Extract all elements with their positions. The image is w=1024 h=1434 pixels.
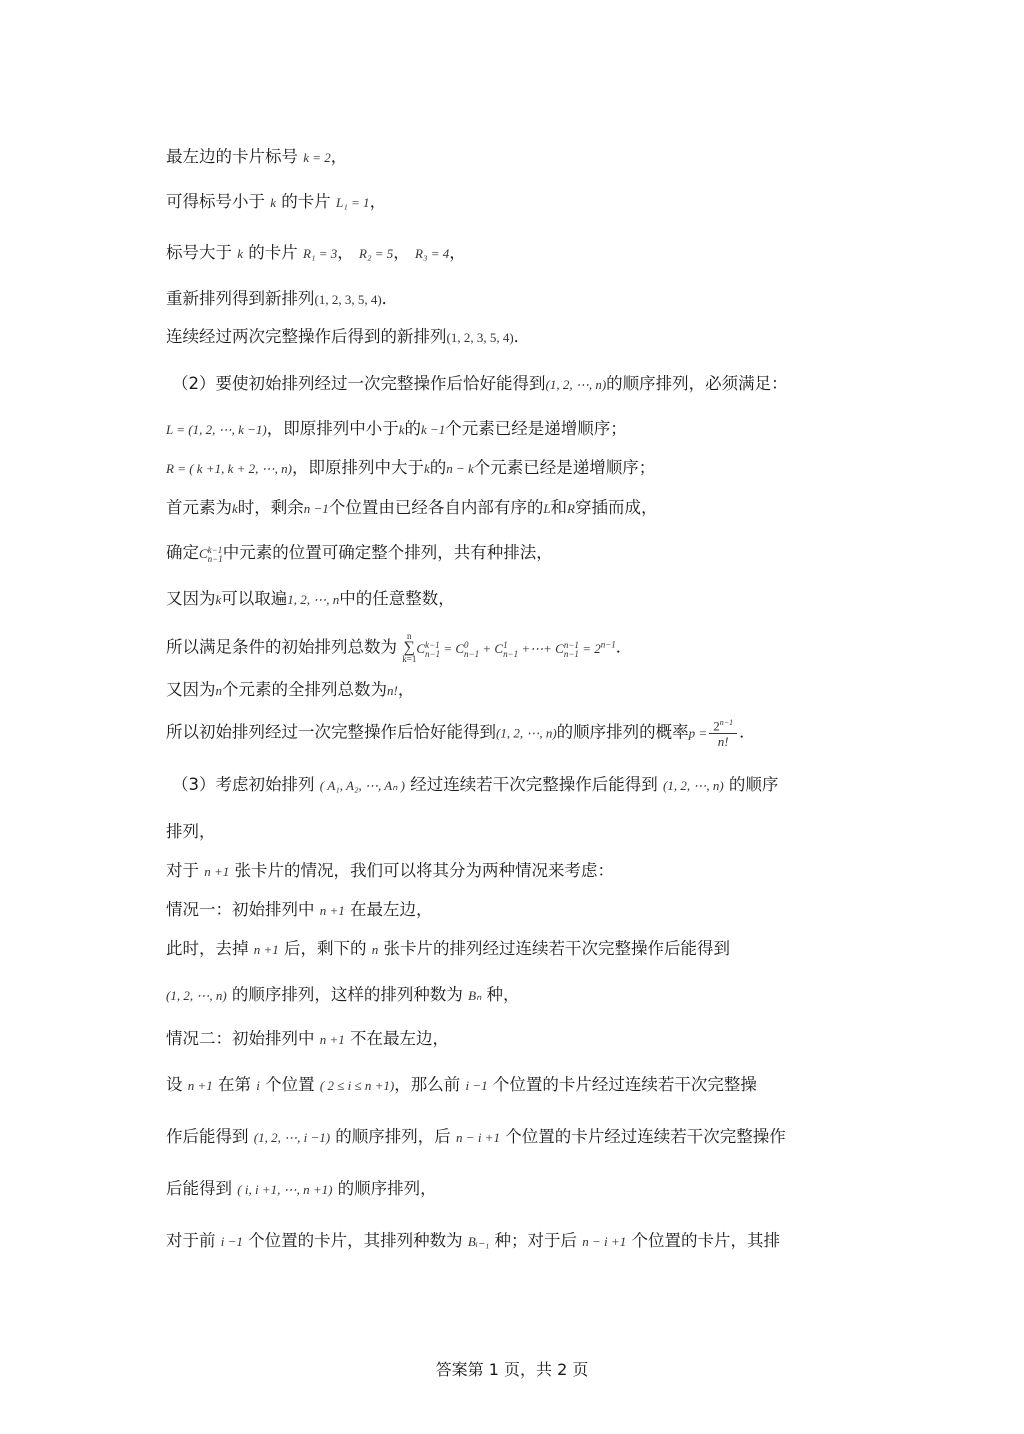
text-line	[166, 241, 866, 266]
math-expression: L = (1, 2, ⋯, k −1)	[166, 422, 267, 437]
page-footer: 答案第 1 页，共 2 页	[435, 1360, 589, 1379]
text-line	[166, 1229, 866, 1254]
math-expression: n +1	[253, 942, 279, 957]
combination-symbol: C	[199, 546, 208, 561]
line-text: 后，剩下的	[278, 939, 372, 958]
line-text: 的顺序排列，	[332, 1179, 437, 1198]
line-text: （2）要使初始排列经过一次完整操作后恰好能得到	[172, 374, 546, 393]
line-text: 个元素已经是递增顺序；	[445, 419, 627, 438]
superscript: n−1	[563, 639, 579, 650]
line-text: 个位置由已经各自内部有序的	[328, 498, 544, 517]
line-text: 种排法，	[486, 543, 553, 562]
numerator-base: 2	[713, 718, 720, 734]
line-text: 的卡片	[276, 192, 337, 211]
line-text: 所以初始排列经过一次完整操作后恰好能得到	[166, 722, 496, 742]
line-text: 经过连续若干次完整操作后能得到	[404, 775, 663, 794]
line-text: 又因为	[166, 680, 216, 699]
text-line	[166, 1177, 866, 1202]
line-text: 个位置	[259, 1075, 320, 1094]
text-line	[166, 287, 866, 312]
line-text: 个位置的卡片，其排列种数为	[242, 1231, 468, 1250]
line-text: ，	[393, 243, 415, 262]
text-line	[166, 632, 866, 664]
line-text: ，即原排列中大于	[291, 458, 424, 477]
math-expression: i −1	[465, 1078, 488, 1093]
line-text: 张卡片的排列经过连续若干次完整操作后能得到	[378, 939, 731, 958]
text-line	[166, 190, 866, 215]
math-expression: (1, 2, ⋯, i −1)	[253, 1130, 331, 1145]
line-text: 和	[550, 498, 568, 517]
line-text: 后能得到	[166, 1179, 238, 1198]
text-line	[166, 898, 866, 923]
math-expression: k	[398, 422, 405, 437]
math-expression: k = 2	[303, 150, 331, 165]
math-expression: (1, 2, 3, 5, 4)	[314, 292, 382, 307]
text-line	[166, 1027, 866, 1052]
combination-symbol: + C	[482, 640, 504, 656]
line-text: 排列，	[166, 822, 216, 841]
line-text: 不在最左边，	[344, 1029, 450, 1048]
math-expression: 1, 2, ⋯, n	[287, 592, 340, 607]
subscript: n−1	[503, 648, 519, 659]
math-expression: i −1	[220, 1234, 243, 1249]
math-expression: n −1	[303, 501, 329, 516]
line-text: 情况二：初始排列中	[166, 1029, 320, 1048]
line-text: 的顺序排列，后	[330, 1127, 457, 1146]
superscript: n−1	[719, 718, 734, 727]
line-text: 种，	[481, 985, 520, 1004]
line-text: 的顺序排列，必须满足：	[606, 374, 788, 393]
math-expression: n	[215, 683, 222, 698]
text-line	[166, 325, 866, 350]
line-text: 又因为	[166, 589, 216, 608]
superscript: 1	[503, 639, 508, 650]
line-text: 对于	[166, 861, 205, 880]
math-expression: R₂ = 5	[359, 246, 394, 261]
subscript: n−1	[207, 554, 223, 565]
math-expression: (1, 2, ⋯, n)	[496, 725, 557, 741]
math-expression: Bₙ	[468, 988, 482, 1003]
line-text: 时，剩余	[237, 498, 304, 517]
subscript: n−1	[425, 648, 441, 659]
line-text: 个元素已经是递增顺序；	[473, 458, 656, 477]
line-text: 个元素的全排列总数为	[222, 680, 387, 699]
math-expression: k −1	[421, 422, 446, 437]
line-text: ，	[337, 243, 360, 262]
math-expression: n +1	[319, 1032, 345, 1047]
subscript: n−1	[563, 648, 579, 659]
line-text: 的	[429, 458, 447, 477]
superscript: 0	[464, 639, 469, 650]
line-text: 在最左边，	[344, 900, 433, 919]
line-text: ．	[513, 327, 531, 346]
superscript: k−1	[207, 545, 223, 556]
line-text: 的卡片	[243, 243, 304, 262]
line-text: 连续经过两次完整操作后得到的新排列	[166, 327, 447, 346]
line-text: 标号大于	[166, 243, 238, 262]
text-line	[166, 983, 866, 1008]
line-text: ，	[369, 192, 387, 211]
line-text: 可以取遍	[221, 589, 288, 608]
text-line	[166, 145, 866, 170]
probability-fraction	[709, 716, 737, 750]
line-text: ．	[739, 722, 756, 742]
math-expression: L₁ = 1	[336, 195, 370, 210]
line-text: 在第	[212, 1075, 257, 1094]
line-text: 穿插而成，	[575, 498, 658, 517]
math-expression: R	[567, 501, 575, 516]
math-expression: k	[423, 461, 430, 476]
sum-symbol: ∑	[403, 639, 415, 656]
line-text: 对于前	[166, 1231, 221, 1250]
text-line	[166, 587, 866, 612]
line-text: ，那么前	[394, 1075, 466, 1094]
line-text: 中元素的位置可确定整个排列，共有	[222, 543, 487, 562]
math-expression: R₁ = 3	[303, 246, 338, 261]
math-expression: (1, 2, ⋯, n)	[662, 778, 724, 793]
line-text: 的顺序排列，这样的排列种数为	[226, 985, 469, 1004]
text-line	[166, 678, 866, 703]
math-expression: n +1	[187, 1078, 213, 1093]
math-expression: L	[543, 501, 551, 516]
line-text: （3）考虑初始排列	[172, 775, 320, 794]
text-line	[166, 716, 866, 750]
text-line	[172, 773, 872, 798]
combination-symbol: +⋯+ C	[521, 640, 564, 656]
math-expression: n	[371, 942, 379, 957]
line-text: ．	[615, 637, 633, 657]
math-expression: R₃ = 4	[415, 246, 450, 261]
text-line	[166, 1125, 866, 1150]
line-text: 重新排列得到新排列	[166, 289, 315, 308]
math-expression: (1, 2, 3, 5, 4)	[446, 330, 514, 345]
line-text: 所以满足条件的初始排列总数为	[166, 637, 397, 657]
text-line	[166, 859, 866, 884]
text-line	[166, 937, 866, 962]
line-text: 个位置的卡片，其排	[626, 1231, 780, 1250]
sum-upper: n	[407, 631, 412, 641]
line-text: 确定	[166, 543, 199, 562]
line-text: 中的任意整数，	[339, 589, 455, 608]
line-text: 作后能得到	[166, 1127, 254, 1146]
line-text: 设	[166, 1075, 188, 1094]
line-text: ．	[381, 289, 399, 308]
math-expression: R = ( k +1, k + 2, ⋯, n)	[166, 461, 292, 476]
math-expression: i	[256, 1078, 260, 1093]
math-expression: ( 2 ≤ i ≤ n +1)	[319, 1078, 395, 1093]
math-expression: ( i, i +1, ⋯, n +1)	[237, 1182, 333, 1197]
math-expression	[416, 639, 616, 659]
line-text: ，即原排列中小于	[266, 419, 399, 438]
fraction-denominator: n!	[717, 734, 729, 750]
subscript: n−1	[464, 648, 480, 659]
math-expression: (1, 2, ⋯, n)	[545, 377, 607, 392]
line-text: 个位置的卡片经过连续若干次完整操作	[499, 1127, 786, 1146]
line-text: 此时，去掉	[166, 939, 254, 958]
math-expression: n − i +1	[456, 1130, 500, 1145]
math-expression: n − i +1	[582, 1234, 627, 1249]
line-text: 个位置的卡片经过连续若干次完整操	[487, 1075, 757, 1094]
line-text: ，	[449, 243, 466, 262]
text-line	[172, 372, 872, 397]
sum-lower: k=1	[402, 654, 417, 664]
superscript: n−1	[600, 639, 616, 650]
line-text: 首元素为	[166, 498, 232, 517]
math-expression: k	[237, 246, 244, 261]
math-expression: ( A₁, A₂, ⋯, Aₙ )	[319, 778, 405, 793]
line-text: 的	[404, 419, 421, 438]
combination-symbol: C	[416, 640, 425, 656]
math-expression	[199, 545, 223, 565]
line-text: 最左边的卡片标号	[166, 147, 304, 166]
math-expression: n +1	[319, 903, 345, 918]
math-expression: n +1	[204, 864, 230, 879]
math-expression: k	[215, 592, 222, 607]
math-expression: p =	[688, 725, 708, 741]
math-expression: n!	[387, 683, 398, 698]
superscript: k−1	[425, 639, 440, 650]
line-text: ，	[330, 147, 348, 166]
math-expression: (1, 2, ⋯, n)	[166, 988, 227, 1003]
text-line	[166, 541, 866, 566]
power-base: = 2	[582, 640, 601, 656]
text-line	[166, 417, 866, 442]
fraction-numerator	[709, 716, 737, 734]
combination-symbol: = C	[443, 640, 465, 656]
line-text: 可得标号小于	[166, 192, 271, 211]
text-line	[166, 496, 866, 521]
line-text: 的顺序	[723, 775, 779, 794]
line-text: ，	[397, 680, 415, 699]
math-expression: n − k	[446, 461, 474, 476]
summation	[402, 632, 416, 664]
text-line	[166, 456, 866, 481]
math-expression: k	[270, 195, 277, 210]
text-line	[166, 820, 866, 844]
text-line	[166, 1073, 866, 1098]
math-expression: Bᵢ₋₁	[467, 1234, 490, 1249]
line-text: 种；对于后	[489, 1231, 583, 1250]
line-text: 的顺序排列的概率	[556, 722, 689, 742]
line-text: 情况一：初始排列中	[166, 900, 320, 919]
math-expression: k	[232, 501, 238, 516]
line-text: 张卡片的情况，我们可以将其分为两种情况来考虑：	[229, 861, 615, 880]
